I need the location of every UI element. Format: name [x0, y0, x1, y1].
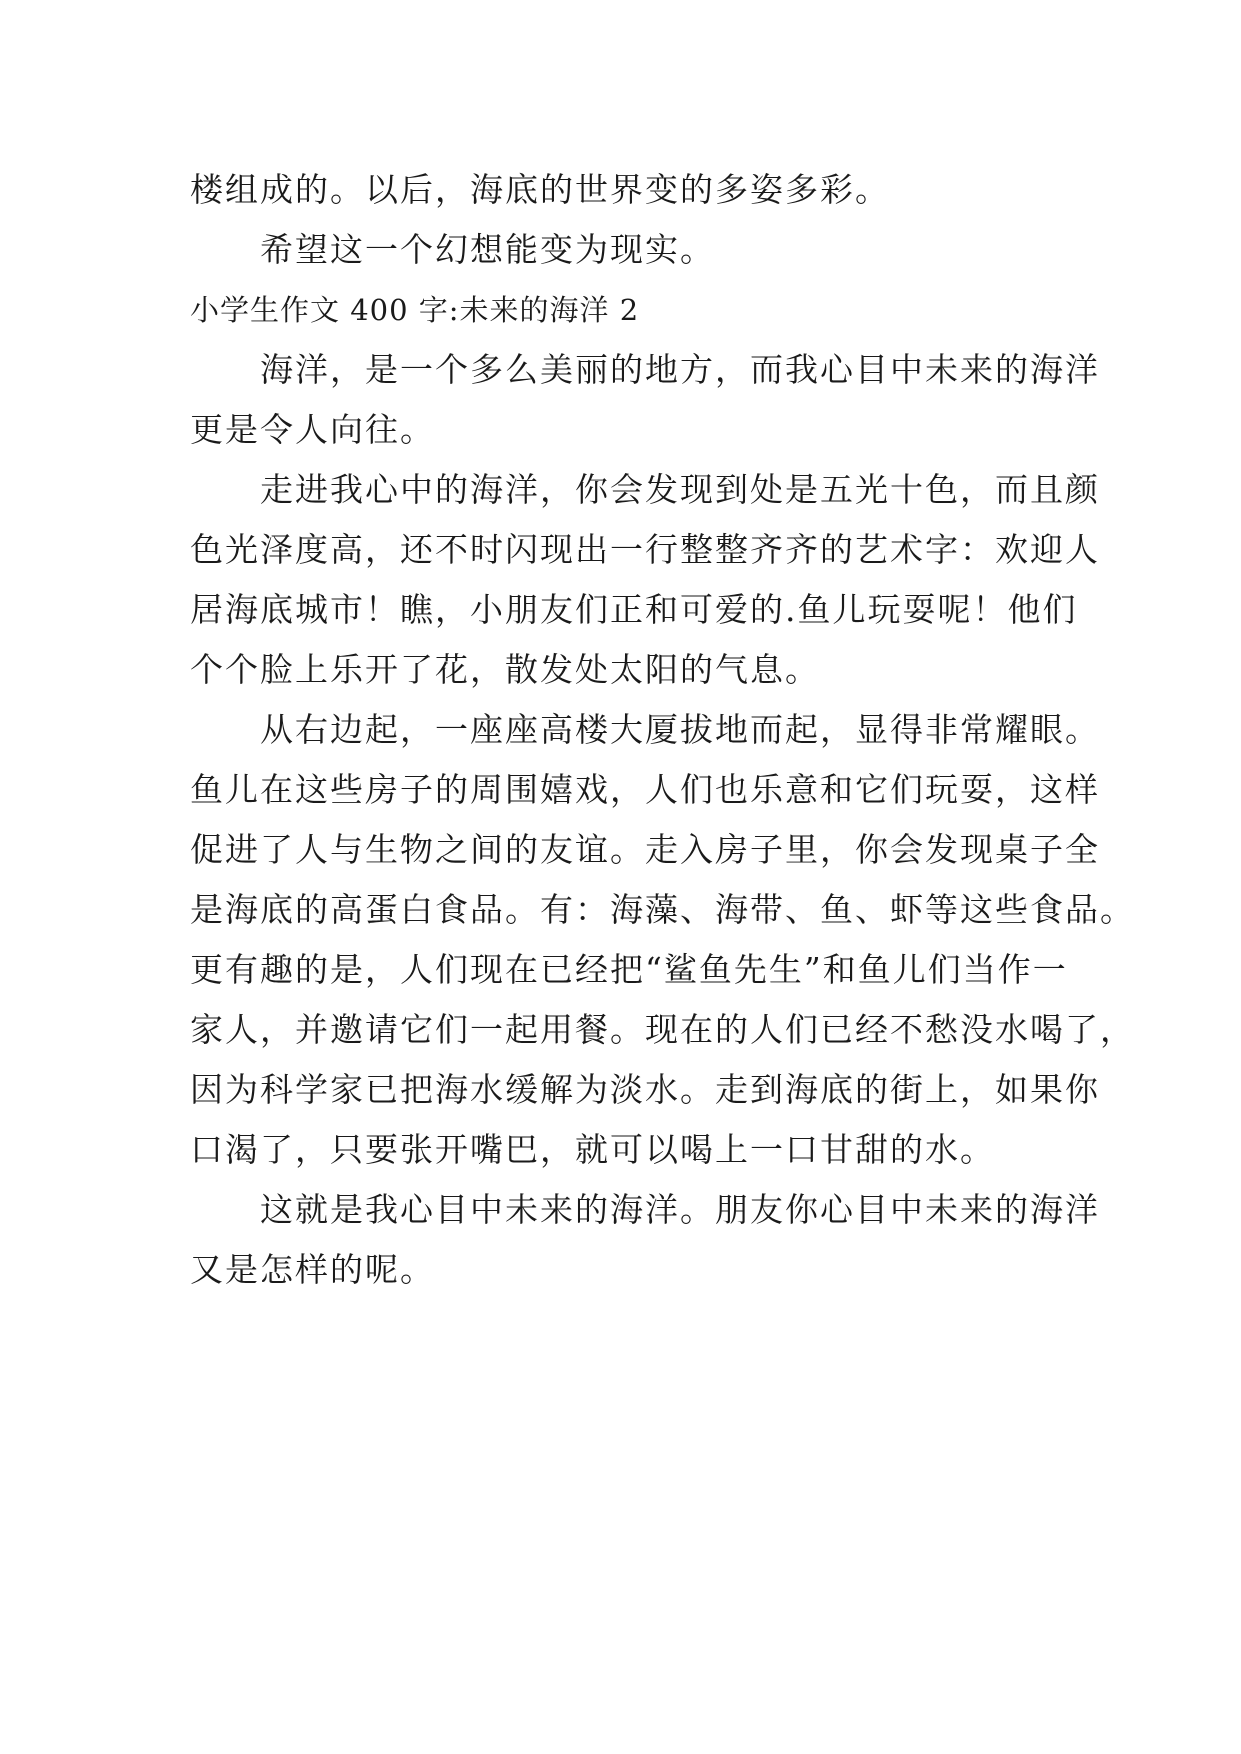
paragraph-line: 这就是我心目中未来的海洋。朋友你心目中未来的海洋: [260, 1190, 1100, 1229]
paragraph-line: 色光泽度高，还不时闪现出一行整整齐齐的艺术字：欢迎人: [190, 530, 1100, 569]
paragraph-line: 希望这一个幻想能变为现实。: [260, 230, 715, 269]
document-body: [190, 160, 1135, 1300]
paragraph-line: 个个脸上乐开了花，散发处太阳的气息。: [190, 650, 820, 689]
paragraph-line: 口渴了，只要张开嘴巴，就可以喝上一口甘甜的水。: [190, 1130, 995, 1169]
section-heading: 小学生作文 400 字:未来的海洋 2: [190, 293, 640, 327]
paragraph-line: 居海底城市！瞧，小朋友们正和可爱的.鱼儿玩耍呢！他们: [190, 590, 1078, 629]
paragraph-line: 更是令人向往。: [190, 410, 435, 449]
paragraph-line: 海洋，是一个多么美丽的地方，而我心目中未来的海洋: [260, 350, 1100, 389]
paragraph-line: 因为科学家已把海水缓解为淡水。走到海底的街上，如果你: [190, 1070, 1100, 1109]
paragraph-line: 是海底的高蛋白食品。有：海藻、海带、鱼、虾等这些食品。: [190, 890, 1135, 929]
paragraph-line: 从右边起，一座座高楼大厦拔地而起，显得非常耀眼。: [260, 710, 1100, 749]
paragraph-line: 更有趣的是，人们现在已经把“鲨鱼先生”和鱼儿们当作一: [190, 950, 1068, 989]
paragraph-line: 走进我心中的海洋，你会发现到处是五光十色，而且颜: [260, 470, 1100, 509]
paragraph-line: 促进了人与生物之间的友谊。走入房子里，你会发现桌子全: [190, 830, 1100, 869]
paragraph-line: 家人，并邀请它们一起用餐。现在的人们已经不愁没水喝了，: [190, 1010, 1135, 1049]
paragraph-line: 楼组成的。以后，海底的世界变的多姿多彩。: [190, 170, 890, 209]
paragraph-line: 鱼儿在这些房子的周围嬉戏，人们也乐意和它们玩耍，这样: [190, 770, 1100, 809]
paragraph-line: 又是怎样的呢。: [190, 1250, 435, 1289]
